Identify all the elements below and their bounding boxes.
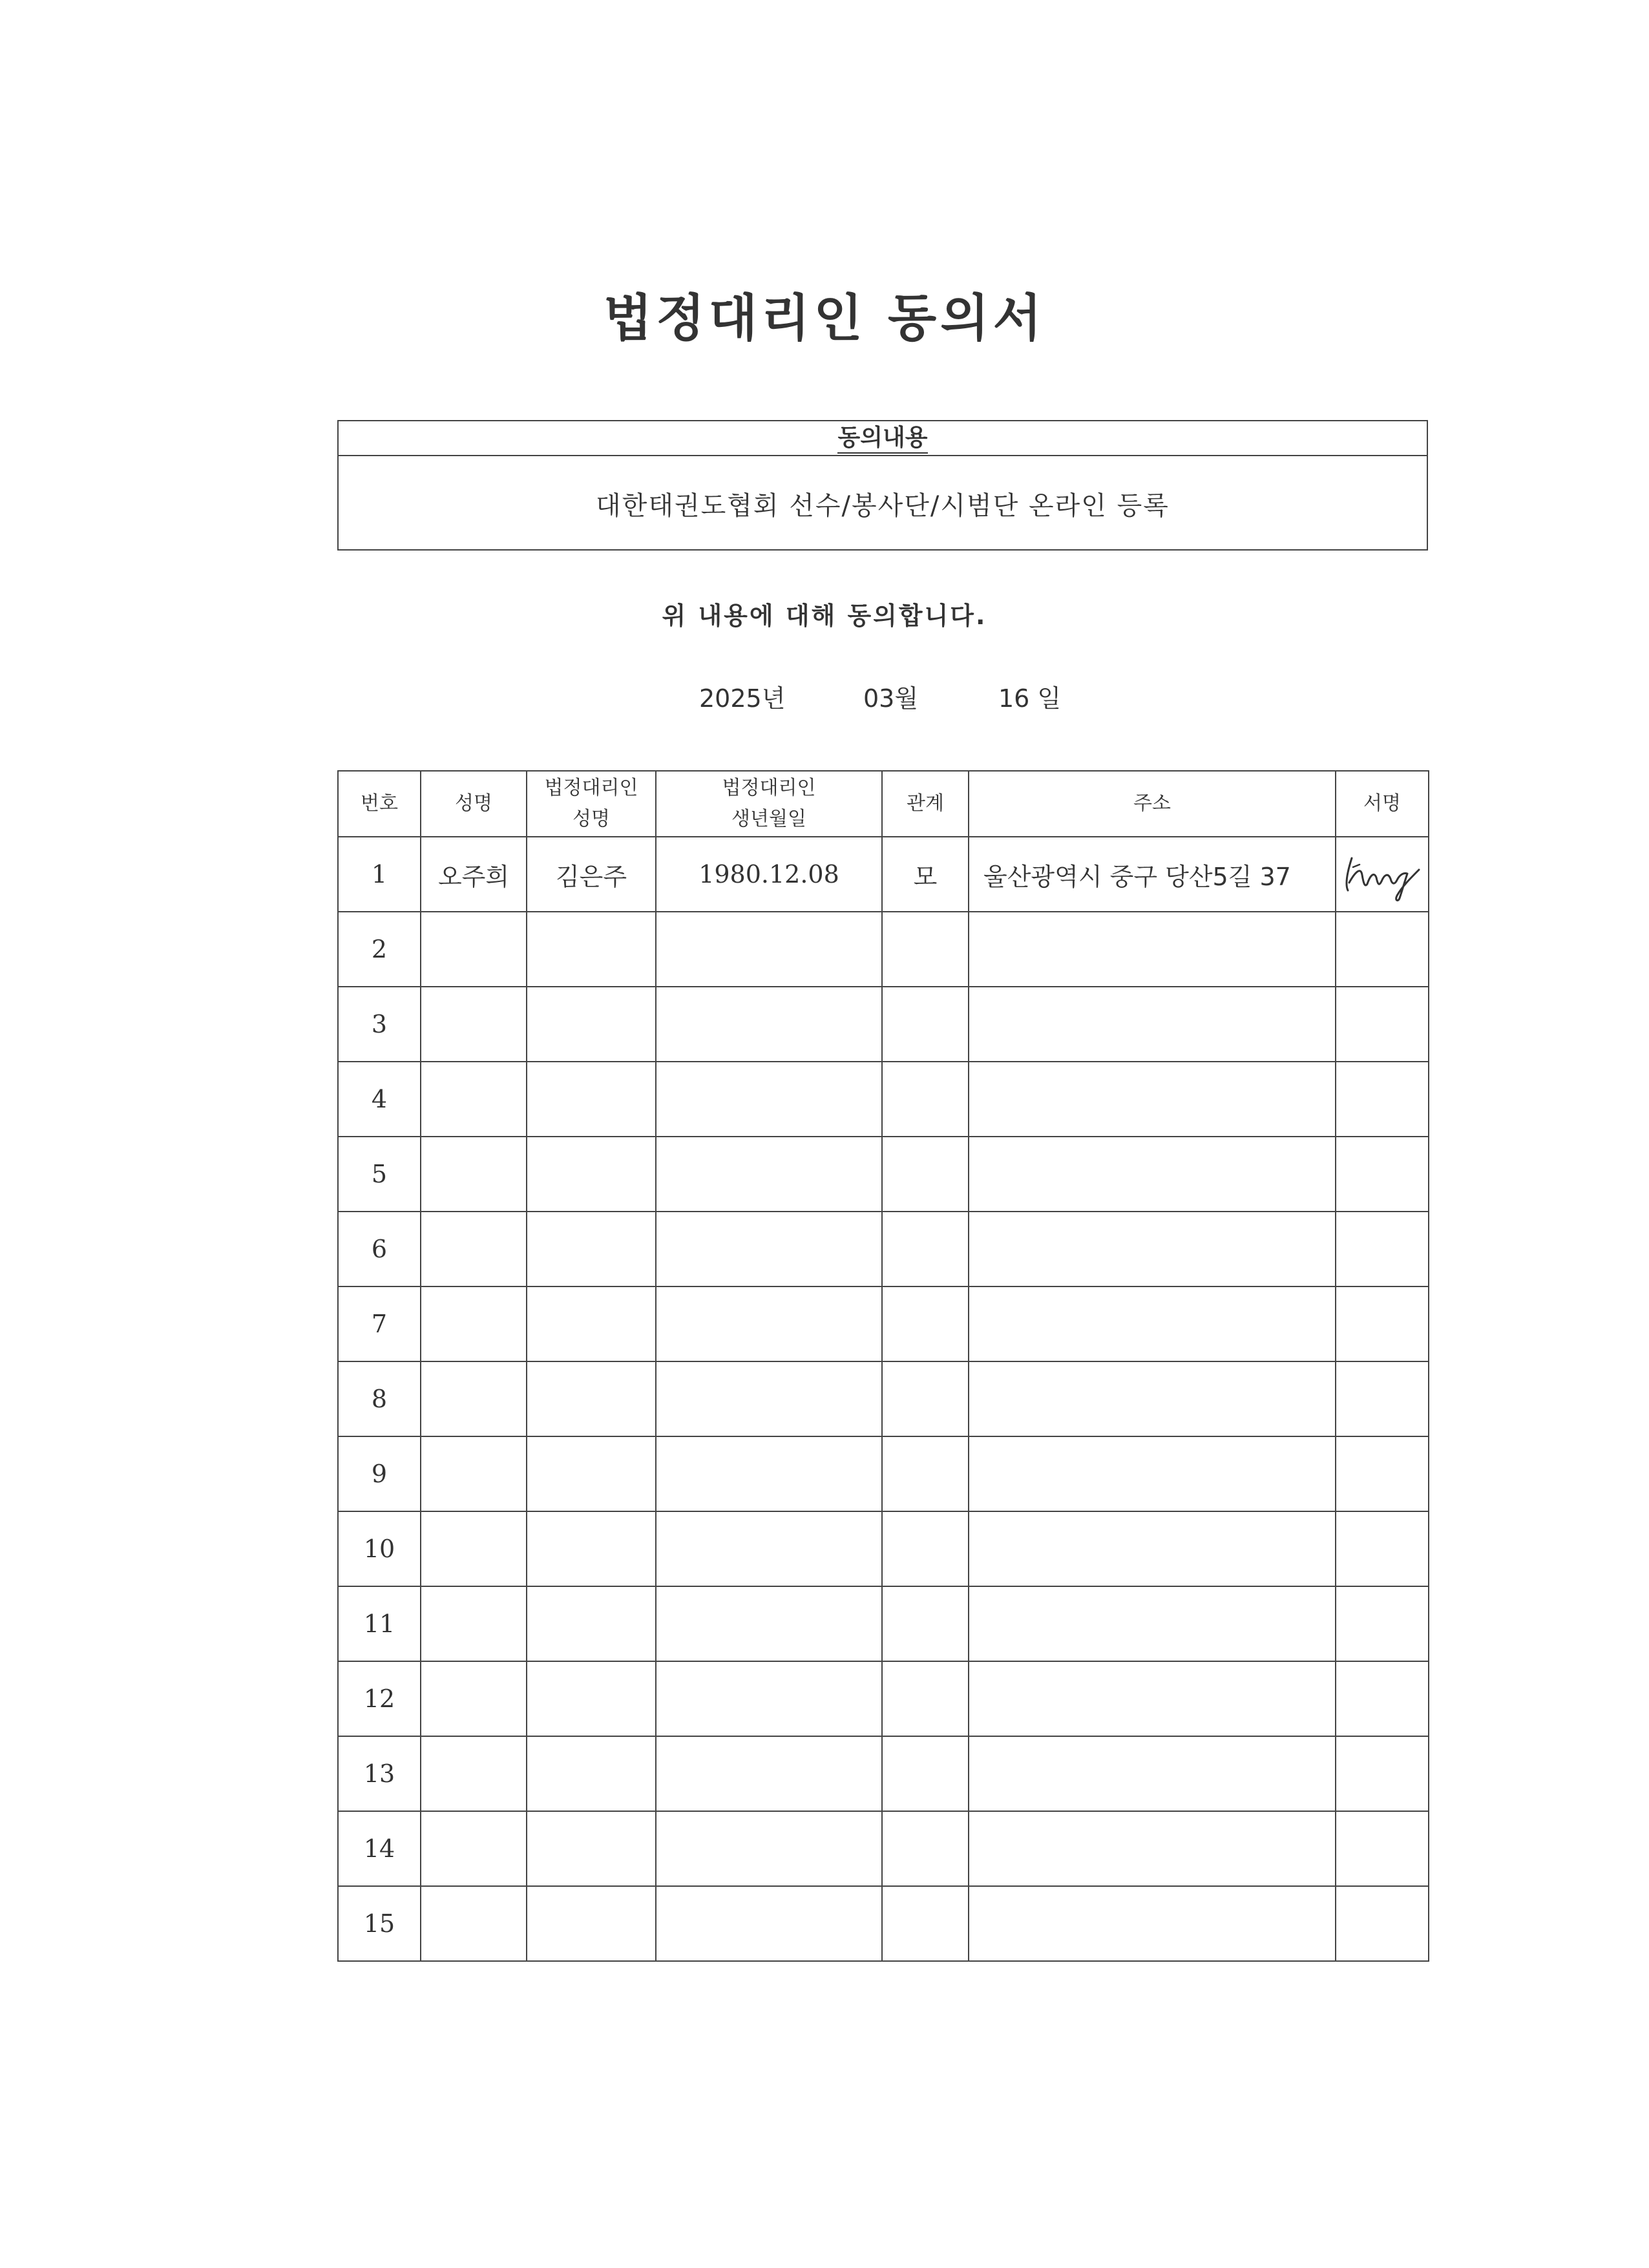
cell-guardian-name bbox=[527, 912, 656, 987]
cell-signature bbox=[1336, 1886, 1429, 1961]
cell-guardian-name bbox=[527, 1811, 656, 1886]
cell-guardian-birth bbox=[656, 1212, 882, 1286]
cell-guardian-birth bbox=[656, 1361, 882, 1436]
cell-address bbox=[969, 1811, 1336, 1886]
cell-guardian-birth bbox=[656, 1811, 882, 1886]
cell-guardian-name bbox=[527, 1436, 656, 1511]
cell-number: 6 bbox=[338, 1212, 421, 1286]
cell-number: 11 bbox=[338, 1586, 421, 1661]
cell-signature bbox=[1336, 1062, 1429, 1137]
cell-signature bbox=[1336, 1736, 1429, 1811]
table-row bbox=[338, 1212, 1429, 1286]
header-guardian-birth-line1: 법정대리인 bbox=[722, 777, 816, 799]
cell-number: 14 bbox=[338, 1811, 421, 1886]
cell-address bbox=[969, 1736, 1336, 1811]
cell-guardian-name bbox=[527, 1736, 656, 1811]
cell-signature bbox=[1336, 1212, 1429, 1286]
header-name: 성명 bbox=[421, 771, 527, 837]
table-row bbox=[338, 987, 1429, 1062]
cell-relation bbox=[882, 987, 969, 1062]
cell-relation bbox=[882, 1361, 969, 1436]
table-body bbox=[338, 837, 1429, 1961]
cell-guardian-birth bbox=[656, 1586, 882, 1661]
cell-relation bbox=[882, 1062, 969, 1137]
cell-guardian-birth bbox=[656, 1062, 882, 1137]
cell-name bbox=[421, 1886, 527, 1961]
cell-guardian-birth bbox=[656, 1886, 882, 1961]
header-number: 번호 bbox=[338, 771, 421, 837]
cell-signature bbox=[1336, 1586, 1429, 1661]
cell-number: 3 bbox=[338, 987, 421, 1062]
cell-relation: 모 bbox=[882, 837, 969, 912]
cell-address bbox=[969, 987, 1336, 1062]
cell-signature bbox=[1336, 1361, 1429, 1436]
cell-guardian-birth: 1980.12.08 bbox=[656, 837, 882, 912]
signature-image bbox=[1336, 837, 1429, 912]
cell-relation bbox=[882, 1586, 969, 1661]
table-row bbox=[338, 1361, 1429, 1436]
cell-number: 7 bbox=[338, 1286, 421, 1361]
cell-relation bbox=[882, 1736, 969, 1811]
cell-relation bbox=[882, 1811, 969, 1886]
cell-number: 15 bbox=[338, 1886, 421, 1961]
cell-number: 12 bbox=[338, 1661, 421, 1736]
cell-signature bbox=[1336, 1661, 1429, 1736]
cell-guardian-name bbox=[527, 1586, 656, 1661]
table-row bbox=[338, 837, 1429, 912]
cell-address bbox=[969, 1511, 1336, 1586]
cell-address bbox=[969, 1212, 1336, 1286]
table-row bbox=[338, 1436, 1429, 1511]
table-row bbox=[338, 1286, 1429, 1361]
cell-name bbox=[421, 1586, 527, 1661]
cell-guardian-name bbox=[527, 1361, 656, 1436]
cell-address: 울산광역시 중구 당산5길 37 bbox=[969, 837, 1336, 912]
cell-relation bbox=[882, 1511, 969, 1586]
cell-name bbox=[421, 1212, 527, 1286]
cell-relation bbox=[882, 912, 969, 987]
cell-guardian-name bbox=[527, 1661, 656, 1736]
cell-address bbox=[969, 1361, 1336, 1436]
cell-name bbox=[421, 1361, 527, 1436]
table-row bbox=[338, 1661, 1429, 1736]
cell-name bbox=[421, 912, 527, 987]
cell-signature bbox=[1336, 1511, 1429, 1586]
cell-relation bbox=[882, 1886, 969, 1961]
table-row bbox=[338, 1137, 1429, 1212]
table-row bbox=[338, 1811, 1429, 1886]
cell-guardian-birth bbox=[656, 912, 882, 987]
header-guardian-birth-line2: 생년월일 bbox=[731, 808, 806, 830]
cell-name bbox=[421, 987, 527, 1062]
cell-relation bbox=[882, 1286, 969, 1361]
consent-box bbox=[337, 420, 1428, 551]
header-signature: 서명 bbox=[1336, 771, 1429, 837]
cell-relation bbox=[882, 1661, 969, 1736]
cell-name: 오주희 bbox=[421, 837, 527, 912]
agreement-statement: 위 내용에 대해 동의합니다. bbox=[662, 602, 987, 630]
cell-guardian-name bbox=[527, 987, 656, 1062]
cell-signature bbox=[1336, 1286, 1429, 1361]
header-guardian-name bbox=[527, 771, 656, 837]
table-row bbox=[338, 1511, 1429, 1586]
header-address: 주소 bbox=[969, 771, 1336, 837]
cell-signature bbox=[1336, 987, 1429, 1062]
date-day: 16 일 bbox=[998, 684, 1062, 713]
table-row bbox=[338, 1886, 1429, 1961]
cell-guardian-name bbox=[527, 1886, 656, 1961]
cell-guardian-name bbox=[527, 1286, 656, 1361]
table-row bbox=[338, 1062, 1429, 1137]
cell-number: 2 bbox=[338, 912, 421, 987]
cell-signature bbox=[1336, 912, 1429, 987]
cell-number: 8 bbox=[338, 1361, 421, 1436]
cell-guardian-birth bbox=[656, 1137, 882, 1212]
cell-number: 1 bbox=[338, 837, 421, 912]
cell-guardian-birth bbox=[656, 1511, 882, 1586]
cell-guardian-birth bbox=[656, 987, 882, 1062]
cell-name bbox=[421, 1736, 527, 1811]
cell-signature bbox=[1336, 1436, 1429, 1511]
date-year: 2025년 bbox=[699, 684, 786, 713]
cell-relation bbox=[882, 1436, 969, 1511]
cell-guardian-birth bbox=[656, 1286, 882, 1361]
cell-guardian-name bbox=[527, 1212, 656, 1286]
cell-address bbox=[969, 1137, 1336, 1212]
header-guardian-name-line2: 성명 bbox=[572, 808, 610, 830]
cell-guardian-name bbox=[527, 1511, 656, 1586]
cell-name bbox=[421, 1811, 527, 1886]
cell-address bbox=[969, 1886, 1336, 1961]
consent-body: 대한태권도협회 선수/봉사단/시범단 온라인 등록 bbox=[596, 490, 1170, 521]
cell-guardian-birth bbox=[656, 1736, 882, 1811]
header-guardian-name-line1: 법정대리인 bbox=[544, 777, 638, 799]
cell-relation bbox=[882, 1137, 969, 1212]
date-month: 03월 bbox=[863, 684, 919, 713]
cell-name bbox=[421, 1062, 527, 1137]
cell-address bbox=[969, 1062, 1336, 1137]
cell-number: 4 bbox=[338, 1062, 421, 1137]
cell-address bbox=[969, 912, 1336, 987]
cell-relation bbox=[882, 1212, 969, 1286]
consent-header-label: 동의내용 bbox=[837, 425, 927, 454]
table-row bbox=[338, 1736, 1429, 1811]
cell-number: 5 bbox=[338, 1137, 421, 1212]
consent-header bbox=[339, 421, 1427, 456]
guardian-consent-table bbox=[337, 770, 1429, 1962]
cell-address bbox=[969, 1436, 1336, 1511]
table-header-row bbox=[338, 771, 1429, 837]
cell-guardian-name bbox=[527, 1137, 656, 1212]
header-relation: 관계 bbox=[882, 771, 969, 837]
cell-name bbox=[421, 1436, 527, 1511]
cell-name bbox=[421, 1286, 527, 1361]
cell-name bbox=[421, 1661, 527, 1736]
cell-address bbox=[969, 1286, 1336, 1361]
cell-number: 9 bbox=[338, 1436, 421, 1511]
cell-guardian-birth bbox=[656, 1436, 882, 1511]
cell-guardian-name: 김은주 bbox=[527, 837, 656, 912]
document-title: 법정대리인 동의서 bbox=[604, 289, 1045, 348]
cell-name bbox=[421, 1511, 527, 1586]
cell-address bbox=[969, 1661, 1336, 1736]
cell-name bbox=[421, 1137, 527, 1212]
cell-guardian-name bbox=[527, 1062, 656, 1137]
cell-signature bbox=[1336, 1137, 1429, 1212]
cell-number: 10 bbox=[338, 1511, 421, 1586]
cell-guardian-birth bbox=[656, 1661, 882, 1736]
cell-address bbox=[969, 1586, 1336, 1661]
cell-signature bbox=[1336, 1811, 1429, 1886]
table-row bbox=[338, 1586, 1429, 1661]
header-guardian-birth bbox=[656, 771, 882, 837]
table-row bbox=[338, 912, 1429, 987]
cell-number: 13 bbox=[338, 1736, 421, 1811]
